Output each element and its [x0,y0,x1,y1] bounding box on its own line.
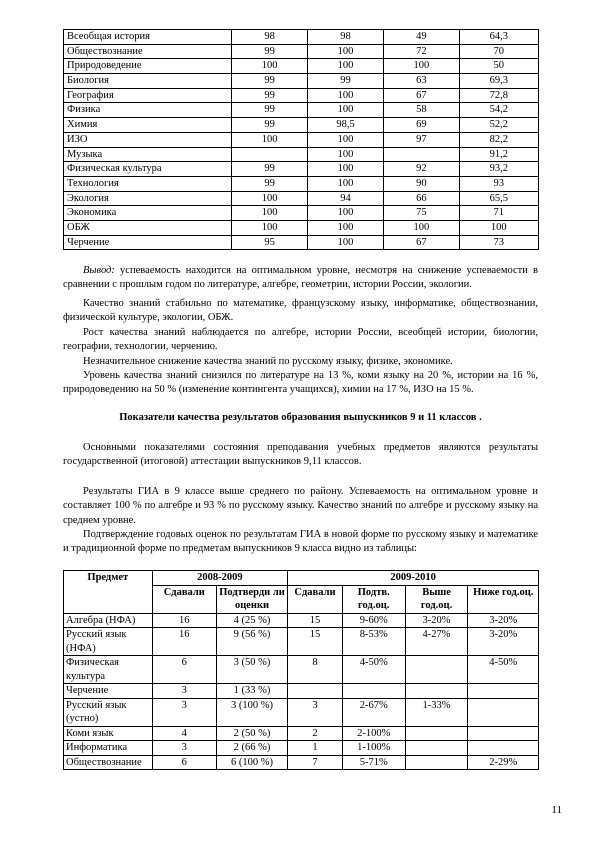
value-cell: 70 [459,44,538,59]
value-cell: 15 [288,613,343,628]
table-row [64,44,539,59]
subject-cell: Экономика [64,206,232,221]
confirmed-header: Подтверди ли оценки [216,585,287,613]
value-cell: 99 [232,44,307,59]
value-cell: 16 [152,628,216,656]
value-cell: 100 [232,220,307,235]
value-cell: 100 [307,206,383,221]
subject-cell: Биология [64,74,232,89]
value-cell [232,147,307,162]
year-2009-2010-header: 2009-2010 [288,571,539,586]
subject-cell: Физическая культура [64,162,232,177]
subject-cell: Русский язык (устно) [64,698,153,726]
value-cell: 2 (66 %) [216,741,287,756]
value-cell: 3 [152,684,216,699]
value-cell: 91,2 [459,147,538,162]
value-cell: 64,3 [459,30,538,45]
subject-cell: Коми язык [64,726,153,741]
below-year-header: Ниже год.оц. [468,585,539,613]
value-cell: 100 [307,88,383,103]
value-cell: 2 [288,726,343,741]
value-cell: 2-67% [342,698,405,726]
value-cell [405,755,468,770]
table-row [64,726,539,741]
table-row [64,176,539,191]
value-cell: 4 [152,726,216,741]
value-cell: 99 [232,74,307,89]
value-cell: 1 (33 %) [216,684,287,699]
value-cell: 100 [307,147,383,162]
value-cell [288,684,343,699]
subject-cell: Химия [64,118,232,133]
value-cell: 6 [152,755,216,770]
table-row [64,235,539,250]
table-row [64,147,539,162]
subject-cell: ОБЖ [64,220,232,235]
value-cell: 99 [307,74,383,89]
value-cell: 67 [384,88,459,103]
above-year-header: Выше год.оц. [405,585,468,613]
subject-cell: Черчение [64,684,153,699]
subject-cell: ИЗО [64,132,232,147]
value-cell: 8-53% [342,628,405,656]
subject-cell: Природоведение [64,59,232,74]
table-row [64,74,539,89]
subject-results-table [63,29,539,250]
value-cell: 90 [384,176,459,191]
value-cell [468,684,539,699]
table-row [64,59,539,74]
value-cell: 9-60% [342,613,405,628]
value-cell: 49 [384,30,459,45]
subject-results-table-body [64,30,539,250]
value-cell: 100 [307,103,383,118]
value-cell: 3 (100 %) [216,698,287,726]
value-cell: 100 [384,220,459,235]
indicators-paragraph: Основными показателями состояния преподавания учебных предметов являются результаты государственной (итоговой) аттестации выпускников 9,11 классов. [63,442,538,468]
table-row [64,613,539,628]
value-cell: 100 [459,220,538,235]
value-cell: 66 [384,191,459,206]
subject-cell: Информатика [64,741,153,756]
value-cell: 92 [384,162,459,177]
year-2008-2009-header: 2008-2009 [152,571,288,586]
value-cell: 58 [384,103,459,118]
value-cell: 99 [232,88,307,103]
subject-header: Предмет [64,571,153,614]
value-cell: 73 [459,235,538,250]
subject-cell: География [64,88,232,103]
value-cell [468,726,539,741]
stable-quality-paragraph: Качество знаний стабильно по математике, французскому языку, информатике, обществознании, физической культуре, экологии, ОБЖ. [63,298,538,324]
table-row [64,132,539,147]
value-cell: 5-71% [342,755,405,770]
table-row [64,88,539,103]
quality-decline-paragraph: Незначительное снижение качества знаний по русскому языку, физике, экономике. [83,356,453,367]
table-row [64,698,539,726]
quality-drop-paragraph: Уровень качества знаний снизился по литературе на 13 %, коми языку на 20 %, истории на 16 %, природоведению на 50 % (изменение контингента учащихся), химии на 17 %, ИЗО на 15 %. [63,370,538,396]
value-cell: 75 [384,206,459,221]
value-cell: 100 [384,59,459,74]
table-row [64,755,539,770]
value-cell: 4-27% [405,628,468,656]
value-cell: 8 [288,656,343,684]
value-cell: 98,5 [307,118,383,133]
value-cell: 94 [307,191,383,206]
table-row [64,191,539,206]
subject-cell: Обществознание [64,44,232,59]
value-cell: 15 [288,628,343,656]
value-cell: 4-50% [342,656,405,684]
value-cell: 100 [307,176,383,191]
value-cell: 50 [459,59,538,74]
value-cell: 16 [152,613,216,628]
subject-cell: Физическая культура [64,656,153,684]
value-cell: 4 (25 %) [216,613,287,628]
value-cell: 99 [232,118,307,133]
subject-cell: Музыка [64,147,232,162]
value-cell: 100 [307,235,383,250]
value-cell: 82,2 [459,132,538,147]
value-cell: 3-20% [468,628,539,656]
value-cell [384,147,459,162]
gia-comparison-table [63,570,539,770]
quality-growth-paragraph: Рост качества знаний наблюдается по алгебре, истории России, всеобщей истории, биологии, географии, технологии, черчению. [63,327,538,353]
page-number: 11 [551,804,562,816]
passed-header-1: Сдавали [152,585,216,613]
table-row [64,220,539,235]
value-cell: 100 [232,191,307,206]
grade-confirmation-paragraph: Подтверждение годовых оценок по результатам ГИА в новой форме по русскому языку и математике и традиционной форме по предметам выпускников 9 класса видно из таблицы: [63,529,538,555]
table-header-row [64,571,539,586]
value-cell: 2-100% [342,726,405,741]
value-cell: 6 (100 %) [216,755,287,770]
value-cell: 99 [232,176,307,191]
subject-cell: Физика [64,103,232,118]
table-row [64,118,539,133]
value-cell: 93,2 [459,162,538,177]
value-cell: 3 (50 %) [216,656,287,684]
value-cell [405,726,468,741]
value-cell: 6 [152,656,216,684]
table-row [64,30,539,45]
value-cell: 9 (56 %) [216,628,287,656]
value-cell: 7 [288,755,343,770]
passed-header-2: Сдавали [288,585,343,613]
conclusion-label: Вывод: [83,265,115,276]
value-cell: 3 [152,741,216,756]
table-row [64,684,539,699]
value-cell: 72 [384,44,459,59]
value-cell: 69,3 [459,74,538,89]
value-cell [405,656,468,684]
value-cell: 98 [232,30,307,45]
value-cell: 97 [384,132,459,147]
conclusion-text: успеваемость находится на оптимальном уровне, несмотря на снижение успеваемости в сравнении с прошлым годом по литературе, алгебре, геометрии, истории России, экологии. [63,265,538,291]
value-cell: 95 [232,235,307,250]
value-cell: 100 [307,59,383,74]
value-cell: 100 [307,132,383,147]
value-cell [405,741,468,756]
value-cell [468,741,539,756]
conclusion-paragraph [63,264,538,293]
value-cell: 4-50% [468,656,539,684]
subject-cell: Технология [64,176,232,191]
value-cell: 52,2 [459,118,538,133]
subject-cell: Русский язык (НФА) [64,628,153,656]
value-cell: 100 [307,162,383,177]
value-cell: 63 [384,74,459,89]
value-cell: 93 [459,176,538,191]
table-row [64,103,539,118]
value-cell: 100 [232,132,307,147]
value-cell: 1-100% [342,741,405,756]
value-cell: 67 [384,235,459,250]
value-cell [405,684,468,699]
value-cell: 3 [288,698,343,726]
value-cell: 100 [232,206,307,221]
value-cell: 100 [307,44,383,59]
value-cell: 54,2 [459,103,538,118]
gia-comparison-table-body [64,613,539,770]
confirm-year-header: Подтв. год.оц. [342,585,405,613]
value-cell: 2 (50 %) [216,726,287,741]
subject-cell: Алгебра (НФА) [64,613,153,628]
table-row [64,162,539,177]
value-cell: 69 [384,118,459,133]
value-cell: 100 [307,220,383,235]
subject-cell: Всеобщая история [64,30,232,45]
value-cell: 98 [307,30,383,45]
value-cell: 1 [288,741,343,756]
value-cell [342,684,405,699]
value-cell: 71 [459,206,538,221]
section-heading: Показатели качества результатов образования выпускников 9 и 11 классов . [119,412,482,423]
value-cell: 99 [232,103,307,118]
table-row [64,206,539,221]
value-cell: 100 [232,59,307,74]
subject-cell: Обществознание [64,755,153,770]
table-row [64,741,539,756]
value-cell: 2-29% [468,755,539,770]
value-cell: 99 [232,162,307,177]
gia-results-paragraph: Результаты ГИА в 9 классе выше среднего по району. Успеваемость на оптимальном уровне и составляет 100 % по алгебре и 93 % по русскому языку. Качество знаний по алгебре и русскому языку на среднем уровне. [63,486,538,526]
value-cell: 3-20% [405,613,468,628]
value-cell: 72,8 [459,88,538,103]
value-cell: 1-33% [405,698,468,726]
subject-cell: Экология [64,191,232,206]
value-cell: 3-20% [468,613,539,628]
value-cell: 3 [152,698,216,726]
table-row [64,656,539,684]
value-cell: 65,5 [459,191,538,206]
subject-cell: Черчение [64,235,232,250]
value-cell [468,698,539,726]
table-row [64,628,539,656]
